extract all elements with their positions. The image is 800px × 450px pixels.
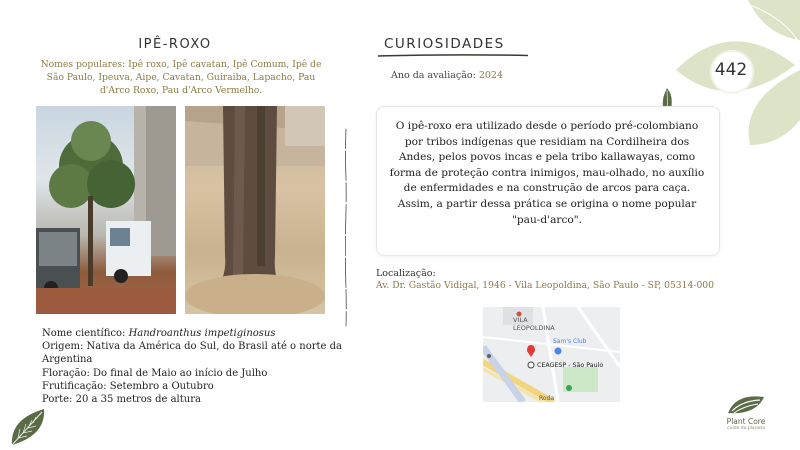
scientific-name: Handroanthus impetiginosus [128,328,276,339]
brand-logo-icon [726,393,766,417]
title-underline [378,54,528,57]
scientific-label: Nome científico: [42,328,129,339]
size-text: Porte: 20 a 35 metros de altura [42,394,201,406]
location-map[interactable] [483,307,620,402]
curiosities-title: CURIOSIDADES [384,36,505,52]
map-district-2: LEOPOLDINA [513,324,555,332]
brand-name [716,417,776,431]
location-label: Localização: [376,268,436,279]
origin-text: Origem: Nativa da América do Sul, do Brasil até o norte da Argentina [42,341,342,366]
curiosity-text: O ipê-roxo era utilizado desde o período pré-colombiano por tribos indígenas que residiam na Cordilheira dos Andes, pelos povos incas e pela tribo kallawayas, como forma de proteção contra inimigos, mau-olhado, no auxílio de enfermidades e na construção de arcos para caça. Assim, a partir dessa prática se origina o nome popular "pau-d'arco". [389,120,705,226]
scientific-name-row [42,327,342,340]
flowering-text: Floração: Do final de Maio ao início de Julho [42,367,268,379]
tree-number: 442 [714,60,748,80]
tree-trunk-photo [185,106,325,314]
map-poi-sams: Sam's Club [553,338,587,345]
species-title: IPÊ-ROXO [138,37,212,52]
year-label: Ano da avaliação: [391,70,479,81]
year-value: 2024 [478,70,504,81]
leaf-icon [8,405,48,447]
decorative-leaves [670,0,800,175]
map-district-1: VILA [513,316,528,324]
brand-title: Plant Core [726,417,766,426]
popular-names: Nomes populares: Ipê roxo, Ipê cavatan, Ipê Comum, Ipê de São Paulo, Ipeuva, Aipe, Cavatan, Guiraiba, Lapacho, Pau d'Arco Roxo, Pau d'Arco Vermelho. [40,59,322,96]
brand-tagline: cuide do planeta [727,426,765,431]
divider [345,30,347,425]
tree-street-photo [36,106,176,314]
map-road: Roda [539,395,555,402]
location-address[interactable]: Av. Dr. Gastão Vidigal, 1946 - Vila Leopoldina, São Paulo - SP, 05314-000 [376,280,714,291]
evaluation-year [391,70,503,81]
species-info [42,327,342,406]
fruiting-text: Frutificação: Setembro a Outubro [42,380,214,392]
map-poi-ceagesp: CEAGESP - São Paulo [537,362,604,369]
